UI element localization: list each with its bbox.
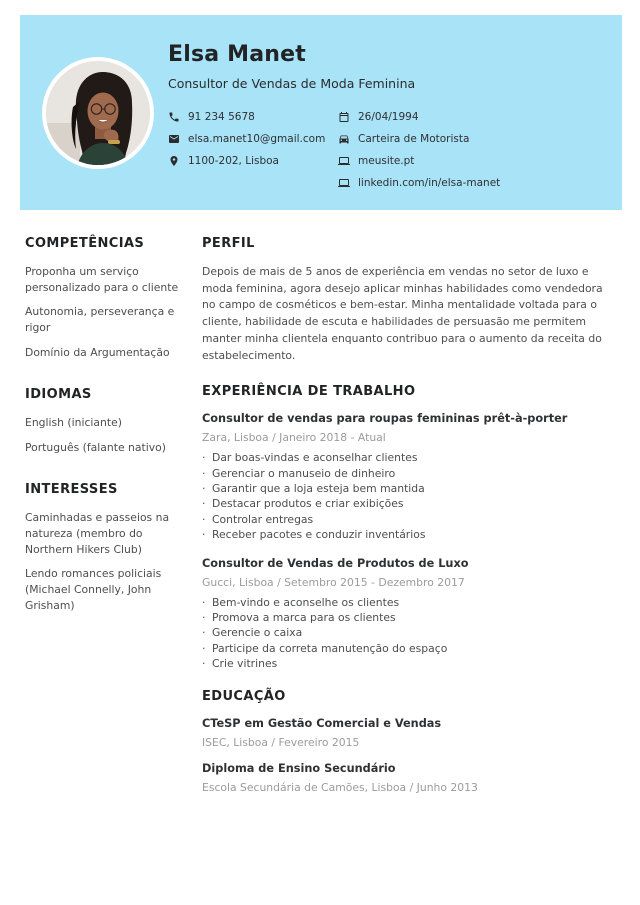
contact-website-text: meusite.pt	[358, 155, 415, 167]
section-educacao	[202, 689, 618, 794]
education-title: Diploma de Ensino Secundário	[202, 761, 396, 775]
job-meta: Zara, Lisboa / Janeiro 2018 - Atual	[202, 431, 386, 445]
job-bullet: · Gerencie o caixa	[202, 626, 618, 640]
competencia-item: Autonomia, perseverança e rigor	[25, 305, 175, 334]
location-icon	[168, 155, 180, 167]
contact-email	[168, 128, 338, 150]
header	[20, 15, 622, 210]
car-icon	[338, 133, 350, 145]
section-idiomas	[25, 387, 185, 455]
contact-email-text: elsa.manet10@gmail.com	[188, 133, 326, 145]
section-heading-experiencia: EXPERIÊNCIA DE TRABALHO	[202, 384, 416, 400]
education-meta: Escola Secundária de Camões, Lisboa / Junho 2013	[202, 780, 478, 794]
education-entry	[202, 717, 618, 749]
job-bullet: · Bem-vindo e aconselhe os clientes	[202, 596, 618, 610]
job-title: Consultor de Vendas de Produtos de Luxo	[202, 556, 469, 570]
idioma-item: Português (falante nativo)	[25, 440, 166, 454]
job-entry	[202, 557, 618, 671]
section-interesses	[25, 482, 185, 613]
profile-photo	[42, 57, 154, 169]
interesse-item: Lendo romances policiais (Michael Connelly, John Grisham)	[25, 567, 162, 612]
job-bullet: · Promova a marca para os clientes	[202, 611, 618, 625]
avatar-illustration	[46, 61, 154, 169]
section-heading-competencias: COMPETÊNCIAS	[25, 236, 145, 251]
job-bullet: · Gerenciar o manuseio de dinheiro	[202, 467, 618, 481]
contact-drivers-license	[338, 128, 500, 150]
section-heading-idiomas: IDIOMAS	[25, 387, 92, 403]
job-bullets	[202, 451, 618, 541]
contact-linkedin	[338, 172, 500, 194]
person-job-title: Consultor de Vendas de Moda Feminina	[168, 76, 416, 91]
header-info	[168, 42, 608, 194]
section-competencias	[25, 236, 185, 360]
calendar-icon	[338, 111, 350, 123]
competencia-item: Domínio da Argumentação	[25, 345, 170, 359]
education-entry	[202, 762, 618, 794]
phone-icon	[168, 111, 180, 123]
job-bullet: · Receber pacotes e conduzir inventários	[202, 528, 618, 542]
job-bullet: · Crie vitrines	[202, 657, 618, 671]
contact-column-left	[168, 106, 338, 194]
contact-address-text: 1100-202, Lisboa	[188, 155, 279, 167]
job-entry	[202, 412, 618, 541]
perfil-text: Depois de mais de 5 anos de experiência em vendas no setor de luxo e moda feminina, agora desejo aplicar minhas habilidades como vendedora no campo de cosméticos e bem-estar. Minha mentalidade voltada para o cliente, habilidade de escuta e habilidades de persuasão me permitem manter minha clientela enquanto contribuo para o aumento da receita do estabelecimento.	[202, 265, 603, 362]
main-column	[202, 236, 618, 812]
contact-column-right	[338, 106, 500, 194]
job-bullet: · Garantir que a loja esteja bem mantida	[202, 482, 618, 496]
job-bullet: · Dar boas-vindas e aconselhar clientes	[202, 451, 618, 465]
job-title: Consultor de vendas para roupas femininas prêt-à-porter	[202, 412, 568, 426]
section-heading-educacao: EDUCAÇÃO	[202, 688, 286, 704]
competencia-item: Proponha um serviço personalizado para o cliente	[25, 265, 179, 294]
education-meta: ISEC, Lisboa / Fevereiro 2015	[202, 735, 360, 749]
laptop-icon	[338, 177, 350, 189]
education-title: CTeSP em Gestão Comercial e Vendas	[202, 716, 442, 730]
contact-license-text: Carteira de Motorista	[358, 133, 470, 145]
section-heading-interesses: INTERESSES	[25, 482, 118, 498]
job-meta: Gucci, Lisboa / Setembro 2015 - Dezembro 2017	[202, 575, 465, 589]
resume-body	[25, 236, 618, 812]
contact-website	[338, 150, 500, 172]
section-experiencia	[202, 384, 618, 670]
person-name: Elsa Manet	[168, 42, 307, 67]
sidebar	[25, 236, 185, 812]
job-bullet: · Destacar produtos e criar exibições	[202, 497, 618, 511]
interesse-item: Caminhadas e passeios na natureza (membro do Northern Hikers Club)	[25, 511, 170, 556]
job-bullet: · Controlar entregas	[202, 513, 618, 527]
contact-grid	[168, 106, 608, 194]
job-bullets	[202, 596, 618, 671]
contact-birthdate	[338, 106, 500, 128]
laptop-icon	[338, 155, 350, 167]
contact-address	[168, 150, 338, 172]
contact-birthdate-text: 26/04/1994	[358, 111, 419, 123]
section-perfil	[202, 236, 618, 364]
contact-phone-text: 91 234 5678	[188, 111, 255, 123]
mail-icon	[168, 133, 180, 145]
contact-linkedin-text: linkedin.com/in/elsa-manet	[358, 177, 501, 189]
job-bullet: · Participe da correta manutenção do espaço	[202, 642, 618, 656]
section-heading-perfil: PERFIL	[202, 236, 255, 251]
contact-phone	[168, 106, 338, 128]
idioma-item: English (iniciante)	[25, 416, 122, 430]
